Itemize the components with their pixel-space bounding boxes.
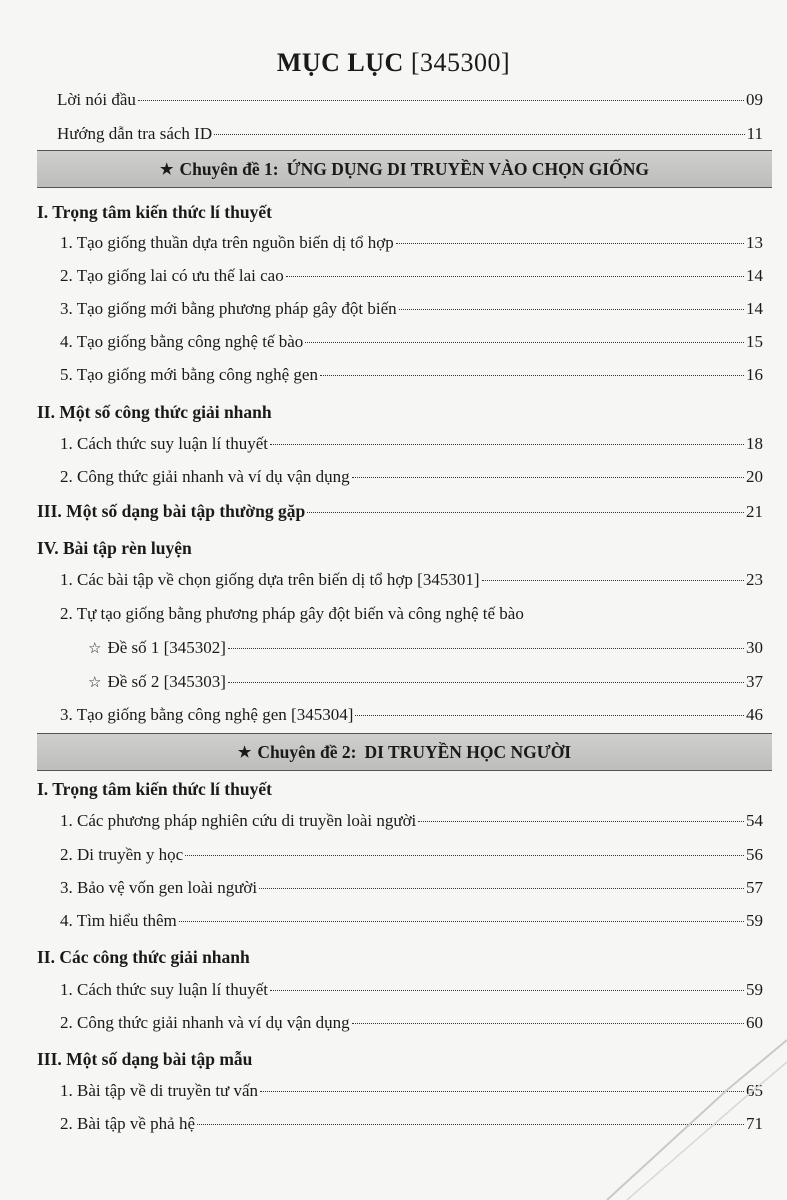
toc-page-number: 71 (746, 1114, 763, 1133)
toc-entry[interactable] (60, 705, 763, 725)
toc-entry[interactable] (60, 980, 763, 1000)
leader-dots (352, 477, 744, 478)
chapter-name: ỨNG DỤNG DI TRUYỀN VÀO CHỌN GIỐNG (286, 158, 649, 179)
toc-page-number: 46 (746, 705, 763, 724)
toc-entry[interactable] (60, 434, 763, 454)
leader-dots (286, 276, 744, 277)
toc-entry-text: 5. Tạo giống mới bằng công nghệ gen (60, 365, 318, 384)
toc-entry-text: 2. Bài tập về phả hệ (60, 1114, 196, 1133)
toc-page-number: 18 (746, 434, 763, 453)
toc-entry[interactable] (60, 845, 763, 865)
toc-page-number: 11 (746, 124, 763, 143)
leader-dots (307, 512, 744, 513)
toc-entry-text: 1. Cách thức suy luận lí thuyết (60, 980, 268, 999)
toc-entry-text: 3. Tạo giống mới bằng phương pháp gây đột biến (60, 299, 397, 318)
toc-page-number: 30 (746, 638, 763, 657)
leader-dots (418, 821, 744, 822)
star-icon: ★ (237, 744, 252, 761)
toc-page-number: 59 (746, 980, 763, 999)
leader-dots (185, 855, 744, 856)
toc-page-number: 65 (746, 1081, 763, 1100)
outline-star-icon: ☆ (88, 675, 102, 691)
toc-entry[interactable] (60, 365, 763, 385)
toc-page-number: 20 (746, 467, 763, 486)
section-heading: I. Trọng tâm kiến thức lí thuyết (37, 202, 272, 222)
toc-entry-text: 1. Tạo giống thuần dựa trên nguồn biến dị tổ hợp (60, 233, 394, 252)
toc-entry[interactable] (60, 266, 763, 286)
toc-page-number: 57 (746, 878, 763, 897)
leader-dots (228, 682, 744, 683)
title-code: [345300] (410, 48, 511, 77)
chapter-label: Chuyên đề 1: (179, 158, 279, 179)
leader-dots (355, 715, 744, 716)
section-heading: IV. Bài tập rèn luyện (37, 538, 192, 558)
toc-entry-text: Hướng dẫn tra sách ID (57, 124, 213, 143)
toc-entry-text: 2. Tạo giống lai có ưu thế lai cao (60, 266, 284, 285)
toc-page-number: 13 (746, 233, 763, 252)
toc-subentry[interactable] (88, 638, 763, 658)
toc-entry[interactable] (60, 299, 763, 319)
chapter-2-banner (37, 733, 772, 771)
chapter-label: Chuyên đề 2: (257, 741, 357, 762)
section-heading: II. Một số công thức giải nhanh (37, 402, 272, 422)
page-title (0, 48, 787, 78)
outline-star-icon: ☆ (88, 641, 102, 657)
toc-entry-text: 1. Cách thức suy luận lí thuyết (60, 434, 268, 453)
toc-page-number: 54 (746, 811, 763, 830)
leader-dots (399, 309, 744, 310)
star-icon: ★ (160, 161, 174, 178)
toc-entry[interactable] (57, 90, 763, 110)
toc-entry-text: 1. Các phương pháp nghiên cứu di truyền loài người (60, 811, 417, 830)
toc-subentry[interactable] (88, 672, 763, 692)
leader-dots (270, 990, 744, 991)
toc-entry[interactable] (60, 604, 524, 624)
leader-dots (179, 921, 744, 922)
toc-entry[interactable] (60, 911, 763, 931)
leader-dots (482, 580, 745, 581)
toc-page-number: 23 (746, 570, 763, 589)
leader-dots (396, 243, 744, 244)
toc-page-number: 59 (746, 911, 763, 930)
toc-page-number: 15 (746, 332, 763, 351)
toc-page-number: 16 (746, 365, 763, 384)
leader-dots (138, 100, 744, 101)
toc-entry-text: 1. Bài tập về di truyền tư vấn (60, 1081, 259, 1100)
toc-entry-text: Đề số 1 [345302] (107, 638, 226, 657)
section-heading: III. Một số dạng bài tập thường gặp (37, 501, 306, 521)
toc-entry[interactable] (60, 467, 763, 487)
toc-section-entry[interactable] (37, 501, 763, 522)
toc-page-number: 60 (746, 1013, 763, 1032)
leader-dots (305, 342, 744, 343)
toc-entry-text: 3. Tạo giống bằng công nghệ gen [345304] (60, 705, 354, 724)
toc-entry[interactable] (60, 570, 763, 590)
leader-dots (214, 134, 745, 135)
leader-dots (259, 888, 744, 889)
toc-page-number: 14 (746, 299, 763, 318)
toc-entry[interactable] (60, 332, 763, 352)
toc-entry-text: 2. Di truyền y học (60, 845, 184, 864)
toc-entry-text: Lời nói đầu (57, 90, 136, 109)
toc-page-number: 21 (746, 502, 763, 521)
section-heading: III. Một số dạng bài tập mẫu (37, 1049, 253, 1069)
toc-entry-text: 4. Tạo giống bằng công nghệ tế bào (60, 332, 304, 351)
toc-page-number: 09 (746, 90, 763, 109)
leader-dots (228, 648, 744, 649)
leader-dots (270, 444, 744, 445)
toc-entry-text: 1. Các bài tập về chọn giống dựa trên biến dị tổ hợp [345301] (60, 570, 480, 589)
title-main: MỤC LỤC (276, 48, 404, 77)
toc-entry[interactable] (60, 233, 763, 253)
section-heading: I. Trọng tâm kiến thức lí thuyết (37, 779, 272, 799)
section-heading: II. Các công thức giải nhanh (37, 947, 250, 967)
toc-entry-text: 4. Tìm hiểu thêm (60, 911, 177, 930)
chapter-name: DI TRUYỀN HỌC NGƯỜI (364, 741, 572, 762)
toc-entry-text: Đề số 2 [345303] (107, 672, 226, 691)
toc-page-number: 14 (746, 266, 763, 285)
chapter-1-banner (37, 150, 772, 188)
leader-dots (320, 375, 744, 376)
toc-entry[interactable] (60, 878, 763, 898)
toc-entry-text: 2. Công thức giải nhanh và ví dụ vận dụng (60, 1013, 350, 1032)
toc-entry[interactable] (57, 124, 763, 144)
page-fold-decoration (567, 1000, 787, 1200)
toc-entry[interactable] (60, 811, 763, 831)
toc-entry-text: 2. Tự tạo giống bằng phương pháp gây đột biến và công nghệ tế bào (60, 604, 524, 623)
toc-page-number: 37 (746, 672, 763, 691)
toc-entry-text: 2. Công thức giải nhanh và ví dụ vận dụng (60, 467, 350, 486)
toc-page-number: 56 (746, 845, 763, 864)
toc-entry-text: 3. Bảo vệ vốn gen loài người (60, 878, 258, 897)
